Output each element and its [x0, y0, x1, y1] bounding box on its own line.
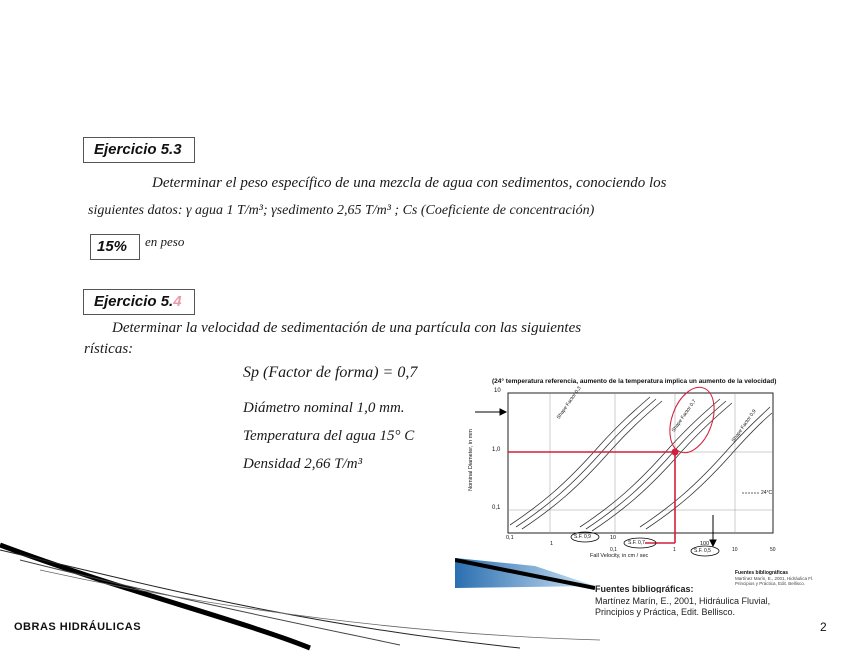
- property-nominal-diameter: Diámetro nominal 1,0 mm.: [243, 400, 405, 416]
- exercise-5-3-line-2: siguientes datos: γ agua 1 T/m³; γsedimento 2,65 T/m³ ; Cs (Coeficiente de concentración): [88, 203, 595, 218]
- y-tick-01: 0,1: [492, 505, 501, 511]
- curve-label-2: Shape Factor 0,7: [670, 398, 698, 434]
- y-axis-label: Nominal Diameter, in mm: [467, 429, 474, 491]
- x-minor-2: 1: [673, 547, 676, 553]
- sf-label-1: S.F. 0,9: [574, 534, 591, 540]
- property-density: Densidad 2,66 T/m³: [243, 456, 363, 472]
- sources-line-2: Principios y Práctica, Edit. Bellisco.: [595, 607, 736, 617]
- x-tick-2: 1: [550, 541, 554, 547]
- exercise-5-4-line-1: Determinar la velocidad de sedimentación de una partícula con las siguientes: [112, 320, 582, 336]
- small-sources-line-2: Principios y Práctica, Edit. Bellisco.: [735, 581, 806, 586]
- exercise-label-suffix: 4: [173, 293, 182, 310]
- chart-legend: 24°C: [761, 490, 773, 496]
- sf-label-3: S.F. 0,5: [694, 548, 711, 554]
- exercise-5-3-line-1: Determinar el peso específico de una mezcla de agua con sedimentos, conociendo los: [152, 175, 667, 191]
- page-number: 2: [820, 620, 827, 634]
- exercise-label-5-4: [83, 289, 195, 315]
- small-sources-heading: Fuentes bibliográficas: [735, 570, 789, 576]
- exercise-5-3-line-3: en peso: [145, 234, 185, 249]
- sources-line-1: Martínez Marín, E., 2001, Hidráulica Fluvial,: [595, 596, 771, 606]
- x-minor-4: 50: [770, 547, 776, 553]
- exercise-5-4-line-2: rísticas:: [84, 341, 134, 357]
- exercise-label-prefix: Ejercicio 5.: [94, 293, 174, 310]
- exercise-label-5-3: Ejercicio 5.3: [83, 137, 195, 163]
- x-minor-3: 10: [732, 547, 738, 553]
- x-tick-1: 0,1: [506, 535, 514, 541]
- small-sources-line-1: Martínez Marín, E., 2001, Hidráulica Fl.: [735, 576, 814, 581]
- x-tick-4: 100: [700, 541, 710, 547]
- curve-label-3: Shape Factor 0,9: [730, 408, 758, 444]
- sf-label-2: S.F. 0,7: [628, 540, 645, 546]
- slide-footer-title: OBRAS HIDRÁULICAS: [14, 621, 142, 633]
- x-axis-label: Fall Velocity, in cm / sec: [590, 553, 649, 559]
- sources-heading: Fuentes bibliográficas:: [595, 584, 694, 593]
- chart-title: (24° temperatura referencia, aumento de la temperatura implica un aumento de la velocidad): [492, 378, 777, 385]
- chart-plot: [467, 375, 815, 560]
- y-tick-1: 1,0: [492, 447, 501, 453]
- blue-swoosh: [455, 558, 595, 590]
- x-tick-3: 10: [610, 535, 617, 541]
- y-tick-10: 10: [494, 388, 501, 394]
- sources-block: [595, 584, 815, 618]
- property-shape-factor: Sp (Factor de forma) = 0,7: [243, 364, 418, 381]
- property-water-temperature: Temperatura del agua 15° C: [243, 428, 415, 444]
- settling-velocity-chart: [467, 375, 815, 560]
- curve-label-1: Shape Factor 0,3: [555, 385, 583, 421]
- x-minor-1: 0,1: [610, 547, 617, 553]
- concentration-value-box: 15%: [90, 234, 140, 260]
